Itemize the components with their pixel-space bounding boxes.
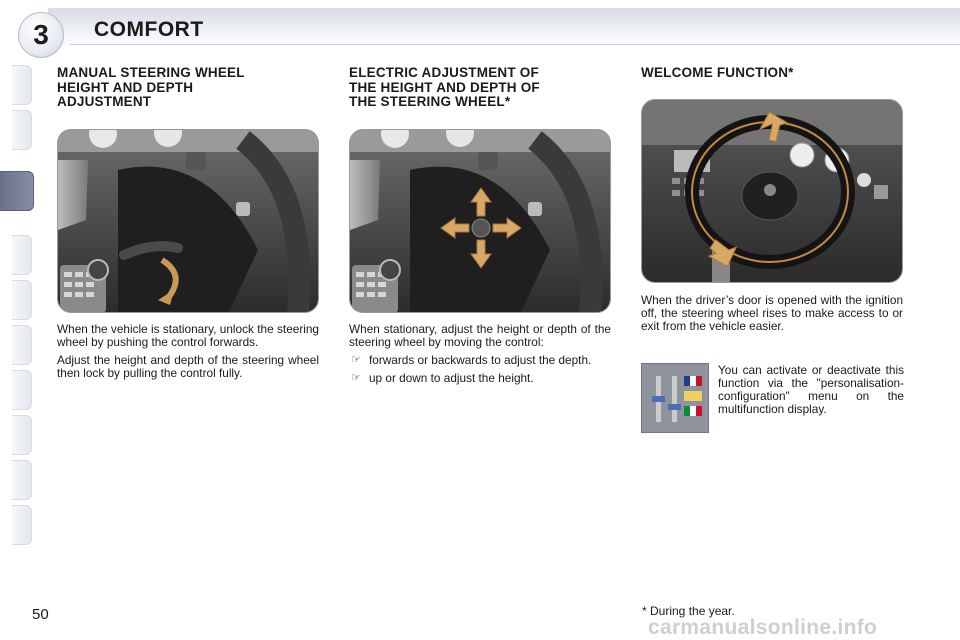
list-item: ☞ up or down to adjust the height.	[351, 370, 534, 385]
settings-menu-icon	[641, 363, 709, 433]
electric-section-title: ELECTRIC ADJUSTMENT OF THE HEIGHT AND DEPTH OF THE STEERING WHEEL*	[349, 65, 540, 109]
chapter-badge	[18, 12, 64, 58]
steering-column-photo	[57, 129, 319, 313]
chapter-title: COMFORT	[94, 18, 204, 41]
chapter-tab-3-active[interactable]	[0, 171, 34, 211]
manual-paragraph-2: Adjust the height and depth of the steering wheel then lock by pulling the control fully.	[57, 352, 319, 380]
manual-adjustment-section	[57, 66, 319, 385]
chapter-tab-2[interactable]	[12, 110, 32, 150]
pointing-hand-icon: ☞	[351, 371, 361, 384]
header-rule	[70, 44, 960, 45]
chapter-tab-7[interactable]	[12, 370, 32, 410]
manual-section-title: MANUAL STEERING WHEEL HEIGHT AND DEPTH ADJUSTMENT	[57, 65, 245, 109]
welcome-section-title: WELCOME FUNCTION*	[641, 65, 794, 80]
electric-adjustment-section	[349, 66, 611, 390]
list-item: ☞ forwards or backwards to adjust the depth.	[351, 352, 592, 367]
chapter-number: 3	[33, 19, 49, 50]
welcome-paragraph: When the driver’s door is opened with the ignition off, the steering wheel rises to make access to or exit from the vehicle easier.	[641, 292, 903, 333]
page-number: 50	[32, 606, 49, 623]
chapter-tab-8[interactable]	[12, 415, 32, 455]
electric-intro: When stationary, adjust the height or depth of the steering wheel by moving the control:	[349, 321, 611, 349]
chapter-tab-1[interactable]	[12, 65, 32, 105]
footnote: * During the year.	[642, 604, 735, 618]
chapter-tab-9[interactable]	[12, 460, 32, 500]
pointing-hand-icon: ☞	[351, 353, 361, 366]
welcome-side-text: You can activate or deactivate this function via the "personalisation-configuration" menu on the multifunction display.	[718, 363, 904, 416]
watermark: carmanualsonline.info	[648, 616, 878, 639]
electric-bullet-list	[349, 354, 611, 385]
welcome-function-section	[641, 66, 903, 338]
manual-paragraph-1: When the vehicle is stationary, unlock the steering wheel by pushing the control forwards.	[57, 321, 319, 349]
chapter-tab-4[interactable]	[12, 235, 32, 275]
chapter-tab-10[interactable]	[12, 505, 32, 545]
chapter-tab-5[interactable]	[12, 280, 32, 320]
electric-control-photo	[349, 129, 611, 313]
chapter-tab-6[interactable]	[12, 325, 32, 365]
chapter-tabs	[0, 65, 34, 575]
steering-wheel-arrows-photo	[641, 99, 903, 283]
